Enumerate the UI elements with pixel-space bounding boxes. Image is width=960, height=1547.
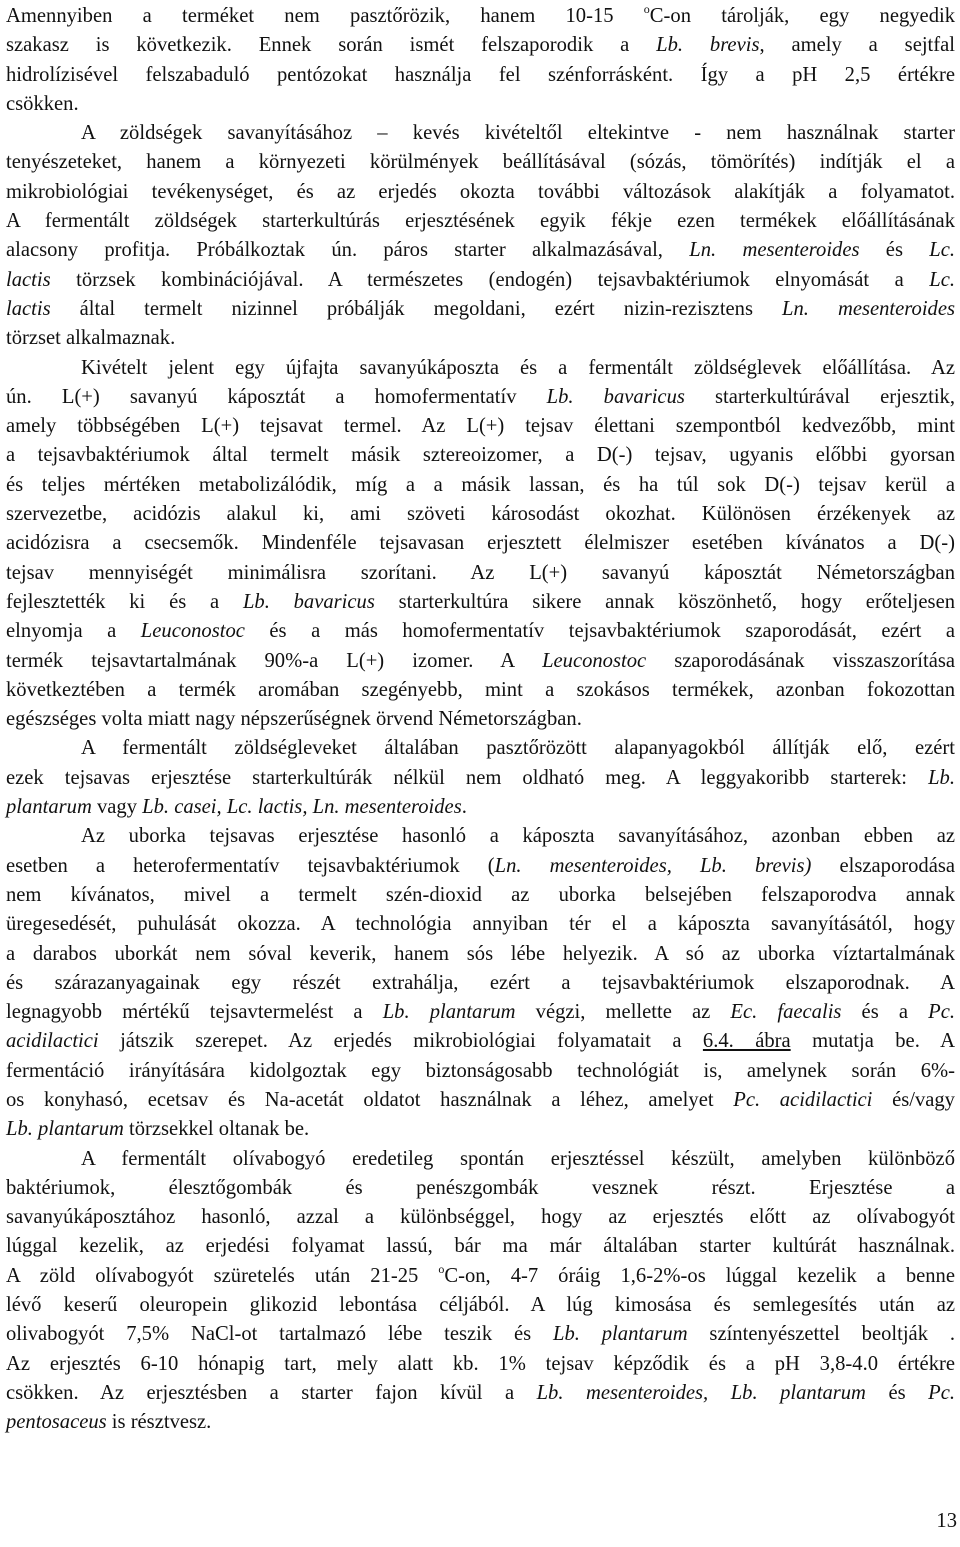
- text-run: mikrobiológiai tevékenységet, és az erjedés okozta további változások alakítják a folyamatot.: [6, 180, 955, 203]
- text-run: tenyészeteket, hanem a környezeti körülmények beállításával (sózás, tömörítés) indítják el a: [6, 151, 955, 174]
- text-run: Az uborka tejsavas erjesztése hasonló a káposzta savanyításához, azonban ebben az: [81, 825, 955, 848]
- text-line: [6, 500, 955, 529]
- italic-term: Lb. plantarum: [382, 1001, 516, 1024]
- italic-term: Pc. acidilactici: [733, 1088, 873, 1111]
- italic-term: Lb. bavaricus: [546, 385, 685, 408]
- text-line: [6, 1262, 955, 1291]
- text-run: üregesedését, puhulását okozza. A technológia annyiban tér el a káposzta savanyításától, hogy: [6, 913, 955, 936]
- text-run: os konyhasó, ecetsav és Na-acetát oldatot használnak a léhez, amelyet: [6, 1088, 734, 1111]
- text-run: termék tejsavtartalmának 90%-a L(+) izomer. A: [6, 649, 543, 672]
- text-line: [6, 119, 955, 148]
- text-run: C-on tárolják, egy negyedik: [649, 5, 956, 27]
- text-run: és/vagy: [872, 1088, 955, 1111]
- figure-reference: 6.4. ábra: [702, 1030, 791, 1053]
- text-line: [6, 207, 955, 236]
- text-line: [6, 1115, 955, 1144]
- paragraph: [6, 2, 955, 119]
- text-line: [6, 676, 955, 705]
- text-run: savanyúkáposztához hasonló, azzal a különbséggel, hogy az erjesztés előtt az olívabogyót: [6, 1206, 955, 1229]
- italic-term: Ln. mesenteroides: [689, 239, 860, 262]
- page-number: 13: [936, 1510, 957, 1532]
- text-run: és teljes mértéken metabolizálódik, míg a a másik lassan, és ha túl sok D(-) tejsav kerül a: [6, 473, 955, 496]
- text-run: acidózisra a csecsemők. Mindenféle tejsavasan erjesztett élelmiszer esetében kívánatos a D(-): [6, 532, 955, 555]
- text-run: vagy: [91, 796, 143, 819]
- text-run: A fermentált zöldségleveket általában pasztőrözött alapanyagokból állítják elő, ezért: [81, 737, 955, 760]
- text-line: [6, 178, 955, 207]
- italic-term: Lb. plantarum: [6, 1118, 124, 1141]
- paragraph: [6, 1145, 955, 1438]
- text-run: starterkultúra sikere annak köszönhető, hogy erőteljesen: [374, 590, 956, 613]
- text-line: [6, 647, 955, 676]
- text-line: [6, 969, 955, 998]
- text-run: és a: [841, 1001, 929, 1024]
- text-line: [6, 354, 955, 383]
- text-run: A zöld olívabogyót szüretelés után 21-25: [6, 1264, 439, 1287]
- text-line: [6, 1174, 955, 1203]
- text-run: szakasz is következik. Ennek során ismét felszaporodik a: [6, 34, 657, 57]
- text-run: A fermentált olívabogyó eredetileg spontán erjesztéssel készült, amelyben különböző: [81, 1147, 955, 1170]
- text-line: [6, 324, 955, 353]
- paragraph: [6, 119, 955, 353]
- text-run: C-on, 4-7 óráig 1,6-2%-os lúggal kezelik a benne: [444, 1264, 955, 1287]
- italic-term: Lb. casei, Lc. lactis, Ln. mesenteroides: [142, 796, 462, 819]
- text-run: esetben a heterofermentatív tejsavbaktériumok (: [6, 854, 495, 877]
- text-run: mutatja be. A: [790, 1030, 956, 1053]
- superscript: o: [438, 1261, 445, 1276]
- text-line: [6, 471, 955, 500]
- text-run: szaporodásának visszaszorítása: [646, 649, 955, 672]
- text-line: [6, 588, 955, 617]
- text-line: [6, 793, 955, 822]
- text-run: és: [865, 1381, 929, 1404]
- text-line: [6, 412, 955, 441]
- text-run: legnagyobb mértékű tejsavtermelést a: [6, 1001, 383, 1024]
- text-run: lévő keserű oleuropein glikozid lebontása céljából. A lúg kimosása és semlegesítés után az: [6, 1294, 955, 1317]
- text-line: [6, 617, 955, 646]
- paragraph: [6, 354, 955, 735]
- italic-term: Lb.: [928, 766, 955, 789]
- text-line: [6, 1232, 955, 1261]
- text-line: [6, 1350, 955, 1379]
- text-line: [6, 2, 955, 31]
- text-line: [6, 529, 955, 558]
- text-run: ún. L(+) savanyú káposztát a homofermentatív: [6, 385, 547, 408]
- text-run: törzset alkalmaznak.: [6, 327, 176, 350]
- italic-term: Ln. mesenteroides: [782, 297, 956, 320]
- text-run: baktériumok, élesztőgombák és penészgombák vesznek részt. Erjesztése a: [6, 1176, 955, 1199]
- text-line: [6, 881, 955, 910]
- text-run: elnyomja a: [6, 620, 141, 643]
- text-run: A fermentált zöldségek starterkultúrás erjesztésének egyik fékje ezen termékek előállításának: [6, 210, 955, 233]
- text-line: [6, 764, 955, 793]
- text-run: hidrolízisével felszabaduló pentózokat használja fel szénforrásként. Így a pH 2,5 értékre: [6, 63, 955, 86]
- text-run: , amely a sejtfal: [759, 34, 955, 57]
- text-line: [6, 998, 955, 1027]
- italic-term: lactis: [6, 268, 51, 291]
- text-run: törzsekkel oltanak be.: [123, 1118, 310, 1141]
- text-line: [6, 1203, 955, 1232]
- text-run: nem kívánatos, mivel a termelt szén-dioxid az uborka belsejében felszaporodva annak: [6, 883, 955, 906]
- italic-term: Lb. mesenteroides, Lb. plantarum: [536, 1381, 866, 1404]
- text-run: szervezetbe, acidózis alakul ki, ami szöveti károsodást okozhat. Különösen érzékenyek az: [6, 503, 955, 526]
- text-run: ezek tejsavas erjesztése starterkultúrák nélkül nem oldható meg. A leggyakoribb starterek:: [6, 766, 929, 789]
- italic-term: Lc.: [929, 239, 956, 262]
- text-run: is résztvesz.: [106, 1411, 212, 1434]
- text-line: [6, 852, 955, 881]
- text-run: starterkultúrával erjesztik,: [684, 385, 955, 408]
- text-run: tejsav mennyiségét minimálisra szorítani. Az L(+) savanyú káposztát Németországban: [6, 561, 955, 584]
- text-run: a darabos uborkát nem sóval keverik, hanem sós lébe helyezik. A só az uborka víztartalmának: [6, 942, 955, 965]
- text-run: csökken.: [6, 92, 79, 115]
- italic-term: plantarum: [6, 796, 92, 819]
- text-line: [6, 705, 955, 734]
- text-run: csökken. Az erjesztésben a starter fajon kívül a: [6, 1381, 537, 1404]
- text-run: és szárazanyagainak egy részét extrahálja, ezért a tejsavbaktériumok elszaporodnak. A: [6, 971, 955, 994]
- paragraph: [6, 822, 955, 1144]
- text-line: [6, 1086, 955, 1115]
- text-run: Amennyiben a terméket nem pasztőrözik, hanem 10-15: [6, 5, 644, 27]
- text-run: Kivételt jelent egy újfajta savanyúkáposzta és a fermentált zöldséglevek előállítása. Az: [81, 356, 955, 379]
- italic-term: Pc.: [928, 1381, 955, 1404]
- italic-term: Leuconostoc: [542, 649, 647, 672]
- text-line: [6, 822, 955, 851]
- italic-term: Leuconostoc: [140, 620, 245, 643]
- text-run: olivabogyót 7,5% NaCl-ot tartalmazó lébe teszik és: [6, 1323, 553, 1346]
- text-run: Az erjesztés 6-10 hónapig tart, mely alatt kb. 1% tejsav képződik és a pH 3,8-4.0 értékre: [6, 1352, 955, 1375]
- text-line: [6, 266, 955, 295]
- text-line: [6, 734, 955, 763]
- text-line: [6, 1379, 955, 1408]
- text-line: [6, 295, 955, 324]
- text-line: [6, 1291, 955, 1320]
- text-run: elszaporodása: [811, 854, 955, 877]
- text-run: és: [859, 239, 930, 262]
- italic-term: lactis: [6, 297, 51, 320]
- text-run: A zöldségek savanyításához – kevés kivételtől eltekintve - nem használnak starter: [81, 122, 955, 145]
- text-run: lúggal kezelik, az erjedési folyamat lassú, bár ma már általában starter kultúrát használnak.: [6, 1235, 955, 1258]
- text-line: [6, 1145, 955, 1174]
- italic-term: Lb. plantarum: [553, 1323, 688, 1346]
- text-run: végzi, mellette az: [515, 1001, 731, 1024]
- text-run: fermentáció irányítására kidolgoztak egy biztonságosabb technológiát is, amelynek során 6%-: [6, 1059, 955, 1082]
- text-line: [6, 1408, 955, 1437]
- text-line: [6, 1320, 955, 1349]
- text-line: [6, 1027, 955, 1056]
- text-run: és a más homofermentatív tejsavbaktériumok szaporodását, ezért a: [244, 620, 956, 643]
- text-line: [6, 441, 955, 470]
- italic-term: Pc.: [928, 1001, 955, 1024]
- italic-term: Lb. brevis: [656, 34, 760, 57]
- paragraph: [6, 734, 955, 822]
- text-line: [6, 1057, 955, 1086]
- italic-term: Ln. mesenteroides, Lb. brevis): [494, 854, 812, 877]
- text-line: [6, 236, 955, 265]
- text-line: [6, 910, 955, 939]
- text-line: [6, 148, 955, 177]
- italic-term: pentosaceus: [6, 1411, 107, 1434]
- italic-term: acidilactici: [6, 1030, 99, 1053]
- text-run: egészséges volta miatt nagy népszerűségnek örvend Németországban.: [6, 708, 582, 731]
- text-run: a tejsavbaktériumok által termelt másik sztereoizomer, a D(-) tejsav, ugyanis előbbi gyorsan: [6, 444, 955, 467]
- text-run: amely többségében L(+) tejsavat termel. Az L(+) tejsav élettani szempontból kedvezőbb, mint: [6, 415, 955, 438]
- text-run: alacsony profitja. Próbálkoztak ún. páros starter alkalmazásával,: [6, 239, 690, 262]
- text-line: [6, 383, 955, 412]
- text-run: által termelt nizinnel próbálják megoldani, ezért nizin-rezisztens: [50, 297, 783, 320]
- text-run: színtenyészettel beoltják .: [687, 1323, 955, 1346]
- text-run: következtében a termék aromában szegényebb, mint a szokásos termékek, azonban fokozottan: [6, 678, 955, 701]
- italic-term: Ec. faecalis: [730, 1001, 842, 1024]
- text-line: [6, 31, 955, 60]
- italic-term: Lc.: [929, 268, 955, 291]
- text-line: [6, 90, 955, 119]
- text-line: [6, 559, 955, 588]
- text-run: törzsek kombinációjával. A természetes (endogén) tejsavbaktériumok elnyomását a: [50, 268, 930, 291]
- text-run: fejlesztették ki és a: [6, 590, 243, 613]
- superscript: o: [643, 2, 650, 16]
- text-run: játszik szerepet. Az erjedés mikrobiológiai folyamatait a: [98, 1030, 703, 1053]
- text-run: .: [461, 796, 467, 819]
- text-line: [6, 61, 955, 90]
- text-line: [6, 940, 955, 969]
- italic-term: Lb. bavaricus: [242, 590, 375, 613]
